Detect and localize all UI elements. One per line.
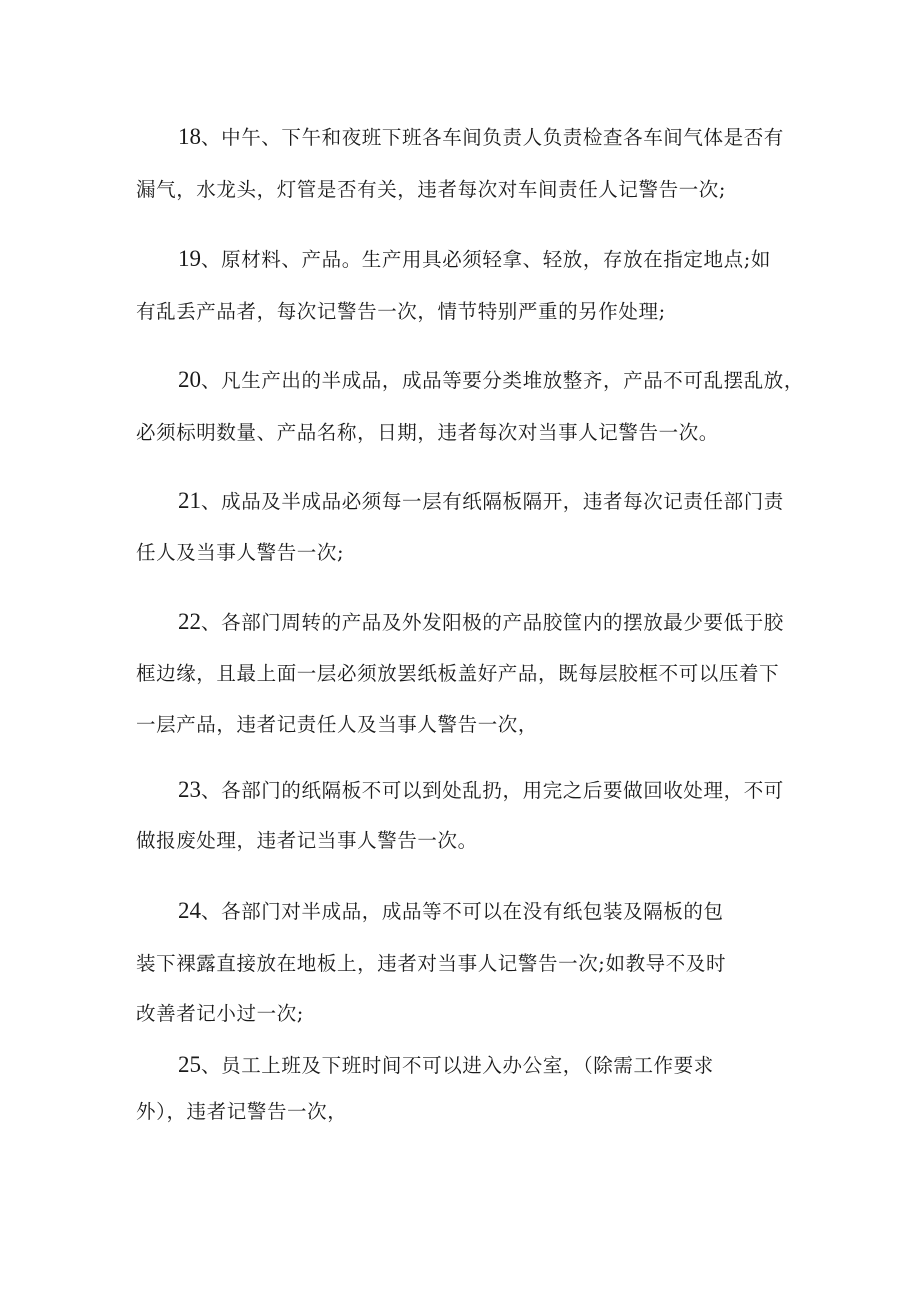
- item-21-line-2: [136, 541, 344, 565]
- item-19-text-1: 、原材料、产品。生产用具必须轻拿、轻放，存放在指定地点;如: [201, 248, 771, 271]
- item-24-text-1: 、各部门对半成品，成品等不可以在没有纸包装及隔板的包: [201, 900, 724, 923]
- item-24-line-1: [178, 899, 724, 924]
- item-18-number: 18: [178, 124, 201, 149]
- item-22-number: 22: [178, 609, 201, 634]
- item-25-text-1: 、员工上班及下班时间不可以进入办公室，（除需工作要求: [201, 1054, 714, 1077]
- item-23-text-2: 做报废处理，违者记当事人警告一次。: [136, 829, 478, 852]
- item-19-line-1: [178, 247, 771, 272]
- item-19-number: 19: [178, 246, 201, 271]
- item-21-line-1: [178, 489, 784, 514]
- item-23-line-2: [136, 829, 478, 853]
- item-24-line-2: [136, 952, 726, 976]
- item-20-number: 20: [178, 367, 201, 392]
- item-21-text-1: 、成品及半成品必须每一层有纸隔板隔开，违者每次记责任部门责: [201, 490, 784, 513]
- item-21-text-2: 任人及当事人警告一次;: [136, 541, 345, 564]
- item-25-line-1: [178, 1053, 714, 1078]
- item-22-text-1: 、各部门周转的产品及外发阳极的产品胶筐内的摆放最少要低于胶: [201, 611, 784, 634]
- item-18-line-1: [178, 125, 784, 150]
- item-24-line-3: [136, 1002, 304, 1026]
- item-23-number: 23: [178, 777, 201, 802]
- item-22-line-2: [136, 662, 779, 686]
- item-19-text-2: 有乱丢产品者，每次记警告一次，情节特别严重的另作处理;: [136, 300, 666, 323]
- item-22-line-3: [136, 713, 538, 737]
- item-18-text-1: 、中午、下午和夜班下班各车间负责人负责检查各车间气体是否有: [201, 126, 784, 149]
- item-24-text-3: 改善者记小过一次;: [136, 1002, 304, 1025]
- item-20-line-2: [136, 421, 719, 445]
- item-22-line-1: [178, 610, 784, 635]
- item-18-line-2: [136, 178, 726, 202]
- item-23-line-1: [178, 778, 784, 803]
- item-25-text-2: 外），违者记警告一次，: [136, 1100, 348, 1123]
- item-19-line-2: [136, 300, 666, 324]
- item-25-number: 25: [178, 1052, 201, 1077]
- item-24-number: 24: [178, 898, 201, 923]
- item-18-text-2: 漏气，水龙头，灯管是否有关，违者每次对车间责任人记警告一次;: [136, 178, 727, 201]
- item-20-line-1: [178, 368, 804, 393]
- item-22-text-2: 框边缘，且最上面一层必须放罢纸板盖好产品，既每层胶框不可以压着下: [136, 662, 780, 685]
- item-23-text-1: 、各部门的纸隔板不可以到处乱扔，用完之后要做回收处理，不可: [201, 779, 784, 802]
- item-21-number: 21: [178, 488, 201, 513]
- item-20-text-1: 、凡生产出的半成品，成品等要分类堆放整齐，产品不可乱摆乱放，: [201, 369, 805, 392]
- item-25-line-2: [136, 1100, 347, 1124]
- item-22-text-3: 一层产品，违者记责任人及当事人警告一次，: [136, 713, 539, 736]
- item-24-text-2: 装下裸露直接放在地板上，违者对当事人记警告一次;如教导不及时: [136, 952, 727, 975]
- item-20-text-2: 必须标明数量、产品名称，日期，违者每次对当事人记警告一次。: [136, 421, 719, 444]
